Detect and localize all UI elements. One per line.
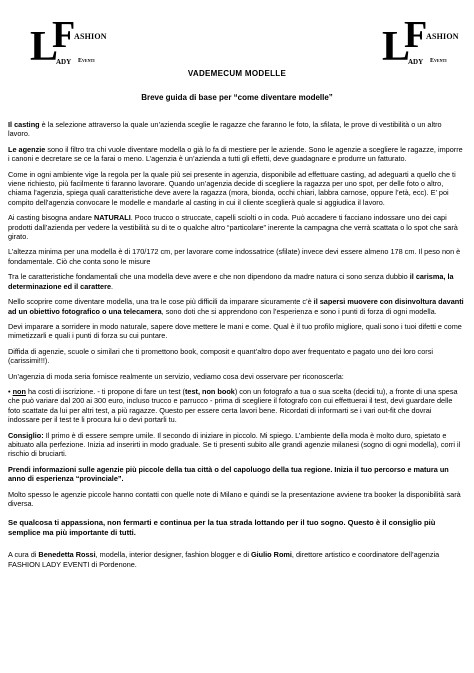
term-carisma: il carisma, la determinazione ed il carattere (8, 272, 454, 291)
logo-word-eventi (78, 58, 95, 64)
text: , modella, interior designer, fashion blogger e di (95, 550, 251, 560)
term-sapersi-muovere: il sapersi muovere con disinvoltura davanti ad un obiettivo fotografico o una telecamera (8, 297, 464, 316)
term-non: non (12, 386, 26, 396)
text: è la selezione attraverso la quale un’azienda sceglie le ragazze che faranno le foto, la sfilata, le prove di vestibilità o un altro lavoro. (8, 120, 442, 139)
paragraph-consiglio (8, 431, 464, 459)
document-body (8, 120, 464, 575)
paragraph-costi (8, 387, 464, 425)
logo-word-fashion: ASHION (74, 32, 107, 41)
logo-letter-l: L (30, 24, 59, 70)
logo-word-fashion: ASHION (426, 32, 459, 41)
author-benedetta-rossi: Benedetta Rossi (38, 550, 96, 560)
logo-letter-e: E (78, 58, 83, 64)
logo-letter-f: F (52, 14, 76, 56)
paragraph-credits (8, 550, 464, 569)
paragraph-altezza: L’altezza minima per una modella è di 170/172 cm, per lavorare come indossatrice (sfilate) invece devi essere almeno 178 cm. Il peso non è fondamentale. Ciò che conta sono le misure (8, 247, 461, 266)
paragraph-diffida: Diffida di agenzie, scuole o similari che ti promettono book, composit e quant’altro dopo aver frequentato e pagato uno dei loro corsi (carissimi!!!). (8, 346, 433, 366)
term-naturali: NATURALI (94, 213, 131, 223)
paragraph-agenzie (8, 145, 464, 164)
paragraph-caratteristiche (8, 272, 464, 291)
logo-word-lady: ADY (408, 58, 424, 66)
logo-word-venti: VENTI (434, 58, 447, 63)
text: ) con un fotografo a tua o sua scelta (decidi tu), a fronte di una spesa che può variare dal 200 ai 300 euro, incluso trucco e parrucco - prima di scegliere il fotografo con cui effettuerai il test, devi guardare delle foto scattate da lui per altri test, a più ragazze. Questo per essere certa lavori bene. Ricordati di informarti se i vari out-fit che dovrai indossare per il test te li procura lui o devi portarli tu. (8, 386, 458, 425)
text: , sono doti che si apprendono con l’esperienza e sono i punti di forza di ogni modella. (161, 306, 437, 316)
term-casting: Il casting (8, 120, 40, 129)
paragraph-naturali (8, 213, 464, 241)
fashion-lady-logo-right (380, 14, 460, 72)
paragraph-sorridere: Devi imparare a sorridere in modo naturale, sapere dove mettere le mani e come. Qual è il tuo profilo migliore, quali sono i tuoi difetti e come mimetizzarli e quali i punti di forza su cui puntare. (8, 321, 462, 341)
fashion-lady-logo-left (28, 14, 108, 72)
text: Nello scoprire come diventare modella, una tra le cose più difficili da imparare sicuramente c’è (8, 297, 314, 307)
paragraph-muoversi (8, 297, 464, 316)
logo-letter-e: E (430, 58, 435, 64)
paragraph-casting (8, 120, 464, 139)
text: Tra le caratteristiche fondamentali che una modella deve avere e che non dipendono da madre natura ci sono senza dubbio (8, 272, 410, 282)
paragraph-appassiona: Se qualcosa ti appassiona, non fermarti e continua per la tua strada lottando per il tuo sogno. Questo è il consiglio più semplice ma più importante di tutti. (8, 518, 436, 538)
paragraph-milano: Molto spesso le agenzie piccole hanno contatti con quelle note di Milano e quindi se la presentazione avviene tra booker la disponibilità sarà diversa. (8, 489, 461, 508)
text: sono il filtro tra chi vuole diventare modella o già lo fa di mestiere per le aziende. Sono le agenzie a scegliere le ragazze, imporre i canoni e decretare se ce la farai o meno. L’agenzia è un’azienda a tutti gli effetti, deve guadagnare e produrre un fatturato. (8, 144, 463, 164)
bullet: • (8, 386, 13, 396)
logo-letter-f: F (404, 14, 428, 56)
text: . Poco trucco o struccate, capelli sciolti o in coda. Può accadere ti facciano indossare uno dei capi prodotti dall’azienda per vedere la vestibilità su di te o qualche altro “particolare” inerente la campagna che verrà scattata o lo spot che sarà girato. (8, 213, 458, 242)
text: Il primo è di essere sempre umile. Il secondo di iniziare in piccolo. Mi spiego. L’ambiente della moda è molto duro, spietato e abituato alla perfezione. Inizia ad inserirti in modo graduale. Se ti presenti subito alle grandi agenzie milanesi (sogno di ogni modella), corri il rischio di bruciarti. (8, 430, 461, 459)
document-title: VADEMECUM MODELLE (187, 69, 287, 78)
logo-word-venti: VENTI (82, 58, 95, 63)
paragraph-agenzia-seria: Un’agenzia di moda seria fornisce realmente un servizio, vediamo cosa devi osservare per riconoscerla: (8, 371, 344, 381)
logo-letter-l: L (382, 24, 411, 70)
text: , direttore artistico e coordinatore dell’agenzia FASHION LADY EVENTI di Pordenone. (8, 550, 440, 569)
term-agenzie: Le agenzie (8, 144, 46, 154)
document-subtitle: Breve guida di base per “come diventare modelle” (141, 93, 333, 102)
text: ha costi di iscrizione. - ti propone di fare un test ( (25, 386, 185, 396)
logo-word-eventi (430, 58, 447, 64)
author-giulio-romi: Giulio Romi (250, 550, 292, 560)
term-consiglio: Consiglio: (8, 430, 44, 440)
term-test-non-book: test, non book (184, 386, 235, 396)
text: A cura di (8, 550, 39, 560)
paragraph-informazioni: Prendi informazioni sulle agenzie più piccole della tua città o del capoluogo della tua regione. Inizia il tuo percorso e matura un anno di esperienza “provinciale”. (8, 464, 449, 484)
logo-word-lady: ADY (56, 58, 72, 66)
paragraph-ambiente: Come in ogni ambiente vige la regola per la quale più sei presente in agenzia, disponibile ad effettuare casting, ad adeguarti a quello che ti viene richiesto, più facilmente ti faranno lavorare. Quando un’agenzia decide di scegliere la ragazza per uno spot, per delle foto o altro, chiama l’agenzia, spiega quali caratteristiche deve avere la ragazza (mora, bionda, occhi chiari, labbra carnose, oppure l’età, ecc). E’ poi compito dell’agenzia convocare le modelle e mandarle al casting in cui il cliente sceglierà quale si aggiudica il lavoro. (8, 169, 456, 207)
text: . (111, 281, 114, 291)
text: Ai casting bisogna andare (8, 213, 94, 223)
